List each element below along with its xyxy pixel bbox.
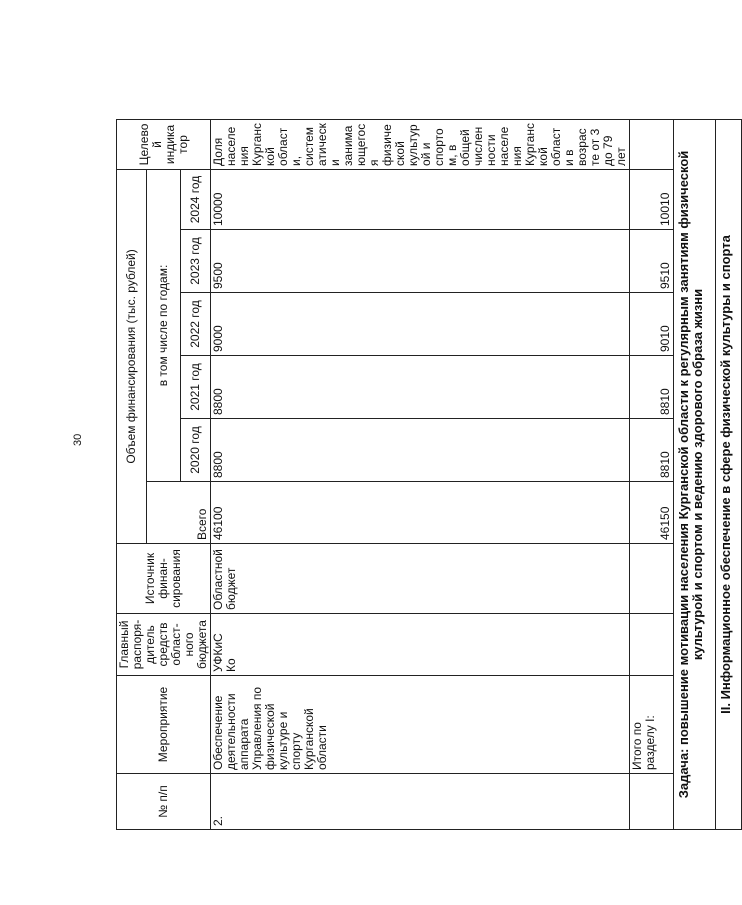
subtotal-label: Итого по разделу I: (630, 676, 674, 774)
section-heading: II. Информационное обеспечение в сфере физической культуры и спорта (716, 119, 742, 829)
page-number: 30 (72, 433, 84, 446)
subtotal-year: 9510 (630, 230, 674, 293)
funding-table (116, 119, 742, 830)
row-source: Областной бюджет (211, 544, 630, 614)
subtotal-year: 8810 (630, 356, 674, 419)
row-event: Обеспечение деятельности аппарата Управления по физической культуре и спорту Курганской области (211, 676, 630, 774)
subtotal-row (630, 119, 674, 829)
row-year: 9500 (211, 230, 630, 293)
row-year: 8800 (211, 419, 630, 482)
subtotal-total: 46150 (630, 482, 674, 544)
subtotal-year: 10010 (630, 169, 674, 229)
row-admin: УФКиС Ко (211, 614, 630, 676)
rotated-page (116, 120, 733, 830)
header-by-years: в том числе по годам: (147, 169, 181, 481)
header-source: Источник финан- сирования (117, 544, 211, 614)
row-num: 2. (211, 774, 630, 830)
row-target: Доля населения Курганской области, систематически занимающегося физической культурой и спортом, в общей численности населения Курганской области в возрасте от 3 до 79 лет (211, 119, 630, 169)
header-year: 2022 год (181, 293, 211, 356)
subtotal-year: 9010 (630, 293, 674, 356)
row-year: 8800 (211, 356, 630, 419)
header-total: Всего (147, 482, 211, 544)
row-year: 10000 (211, 169, 630, 229)
task-heading: Задача: повышение мотивации населения Курганской области к регулярным занятиям физической культурой и спортом и ведению здорового образа жизни (674, 119, 716, 829)
header-num: № п/п (117, 774, 211, 830)
header-year: 2020 год (181, 419, 211, 482)
header-year: 2024 год (181, 169, 211, 229)
header-target: Целевой индикатор (117, 119, 211, 169)
header-event: Мероприятие (117, 676, 211, 774)
header-year: 2023 год (181, 230, 211, 293)
header-admin: Главный распоря- дитель средств област- ного бюджета (117, 614, 211, 676)
subtotal-year: 8810 (630, 419, 674, 482)
table-row (211, 119, 630, 829)
row-year: 9000 (211, 293, 630, 356)
row-total: 46100 (211, 482, 630, 544)
header-year: 2021 год (181, 356, 211, 419)
header-funding: Объем финансирования (тыс. рублей) (117, 169, 147, 543)
